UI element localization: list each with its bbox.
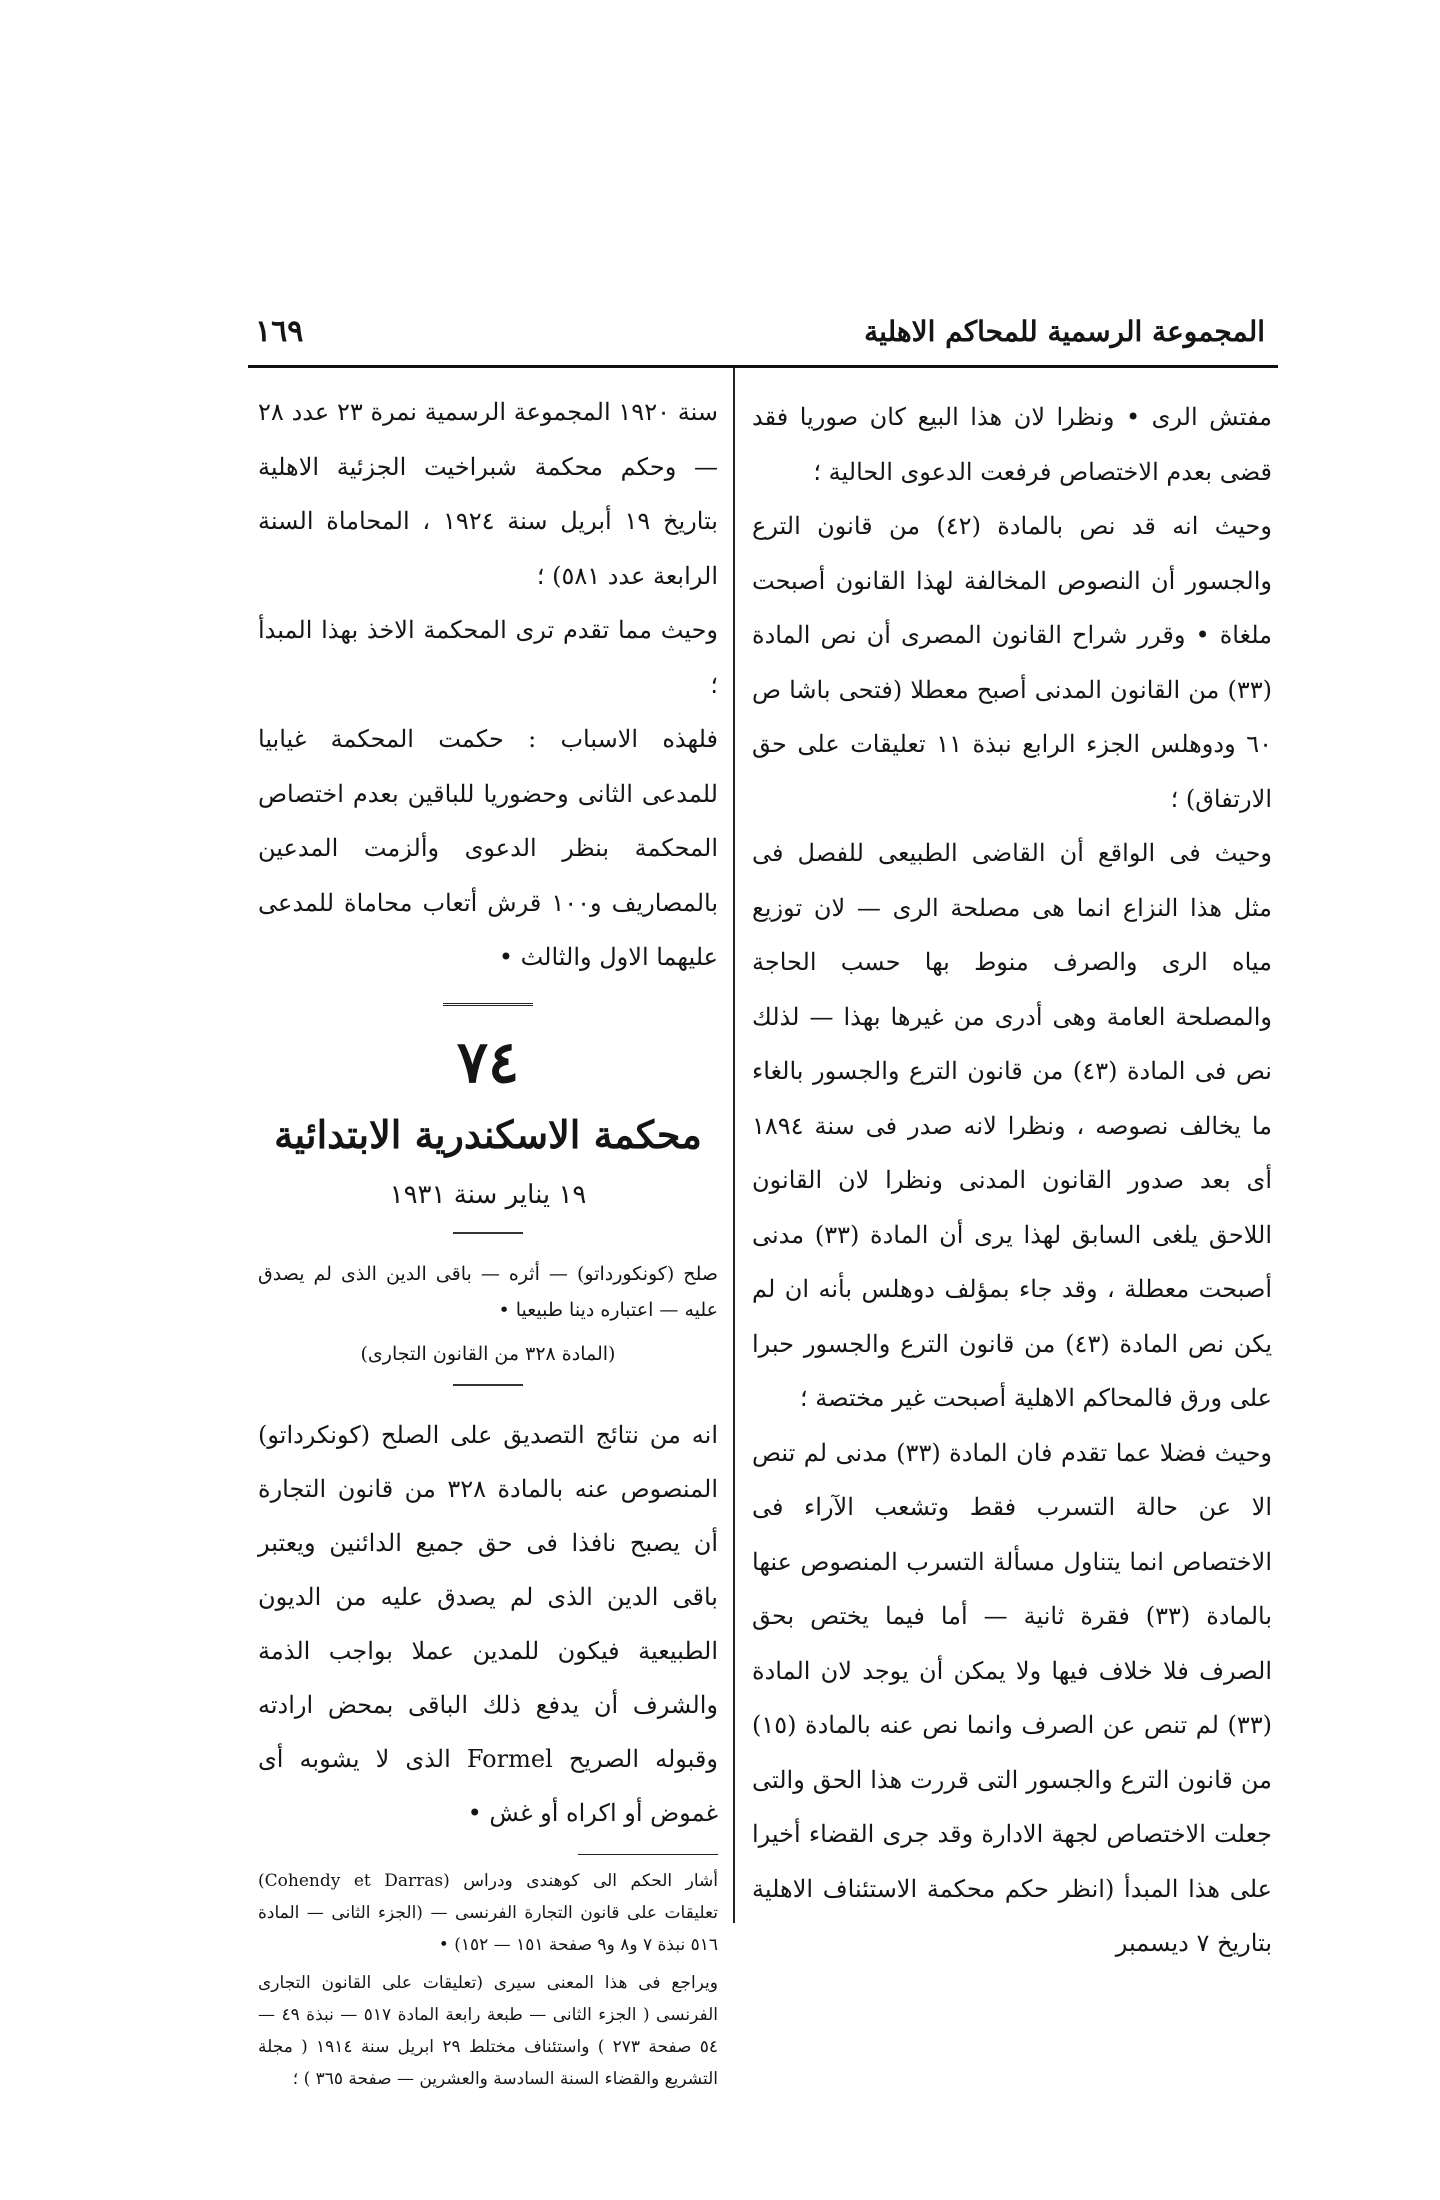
section-divider bbox=[443, 1003, 533, 1006]
right-paragraph-3: وحيث فى الواقع أن القاضى الطبيعى للفصل فى مثل هذا النزاع انما هى مصلحة الرى — لان توزيع مياه الرى والصرف منوط بها حسب الحاجة والمصلحة العامة وهى أدرى من غيرها بهذا — لذلك نص فى المادة (٤٣) من قانون الترع والجسور بالغاء ما يخالف نصوصه ، ونظرا لانه صدر فى سنة ١٨٩٤ أى بعد صدور القانون المدنى ونظرا لان القانون اللاحق يلغى السابق لهذا يرى أن المادة (٣٣) مدنى أصبحت معطلة ، وقد جاء بمؤلف دوهلس بأنه ان لم يكن نص المادة (٤٣) من قانون الترع والجسور حبرا على ورق فالمحاكم الاهلية أصبحت غير مختصة ؛ bbox=[752, 839, 1273, 1412]
right-paragraph-4: وحيث فضلا عما تقدم فان المادة (٣٣) مدنى لم تنص الا عن حالة التسرب فقط وتشعب الآراء فى الاختصاص انما يتناول مسألة التسرب المنصوص عنها بالمادة (٣٣) فقرة ثانية — أما فيما يختص بحق الصرف فلا خلاف فيها ولا يمكن أن يوجد لان المادة (٣٣) لم تنص عن الصرف وانما نص عنه بالمادة (١٥) من قانون الترع والجسور التى قررت هذا الحق والتى جعلت الاختصاص لجهة الادارة وقد جرى القضاء أخيرا على هذا المبدأ (انظر حكم محكمة الاستئناف الاهلية بتاريخ ٧ ديسمبر bbox=[752, 1438, 1273, 1957]
case-summary: صلح (كونكورداتو) — أثره — باقى الدين الذى لم يصدق عليه — اعتباره دينا طبيعيا • bbox=[258, 1262, 718, 1321]
page-number: ١٦٩ bbox=[255, 313, 304, 349]
summary-reference: (المادة ٣٢٨ من القانون التجارى) bbox=[360, 1342, 616, 1365]
left-paragraph-1: سنة ١٩٢٠ المجموعة الرسمية نمرة ٢٣ عدد ٢٨ — وحكم محكمة شبراخيت الجزئية الاهلية بتاريخ ١٩ أبريل سنة ١٩٢٤ ، المحاماة السنة الرابعة عدد ٥٨١) ؛ bbox=[258, 398, 718, 590]
judgment-operative-part: فلهذه الاسباب : حكمت المحكمة غيابيا للمدعى الثانى وحضوريا للباقين بعدم اختصاص المحكمة بنظر الدعوى وألزمت المدعين بالمصاريف و١٠٠ قرش أتعاب محاماة للمدعى عليهما الاول والثالث • bbox=[258, 725, 718, 971]
judgment-date: ١٩ يناير سنة ١٩٣١ bbox=[389, 1179, 587, 1210]
left-column bbox=[258, 385, 718, 2095]
left-paragraph-2: وحيث مما تقدم ترى المحكمة الاخذ بهذا المبدأ ؛ bbox=[258, 616, 718, 699]
right-column bbox=[752, 390, 1272, 1971]
footnote-2: ويراجع فى هذا المعنى سيرى (تعليقات على القانون التجارى الفرنسى ( الجزء الثانى — طبعة رابعة المادة ٥١٧ — نبذة ٤٩ — ٥٤ صفحة ٢٧٣ ) واستئناف مختلط ٢٩ ابريل سنة ١٩١٤ ( مجلة التشريع والقضاء السنة السادسة والعشرين — صفحة ٣٦٥ ) ؛ bbox=[258, 1972, 719, 2089]
footnote-rule bbox=[578, 1854, 718, 1855]
right-paragraph-1: مفتش الرى • ونظرا لان هذا البيع كان صوريا فقد قضى بعدم الاختصاص فرفعت الدعوى الحالية ؛ bbox=[752, 403, 1272, 486]
date-rule bbox=[453, 1232, 523, 1234]
running-title: المجموعة الرسمية للمحاكم الاهلية bbox=[864, 314, 1265, 348]
column-divider bbox=[733, 368, 735, 1923]
summary-rule bbox=[453, 1384, 523, 1386]
case-number: ٧٤ bbox=[456, 1027, 520, 1096]
right-paragraph-2: وحيث انه قد نص بالمادة (٤٢) من قانون الترع والجسور أن النصوص المخالفة لهذا القانون أصبحت ملغاة • وقرر شراح القانون المصرى أن نص المادة (٣٣) من القانون المدنى أصبح معطلا (فتحى باشا ص ٦٠ ودوهلس الجزء الرابع نبذة ١١ تعليقات على حق الارتفاق) ؛ bbox=[752, 512, 1272, 813]
legal-principle: انه من نتائج التصديق على الصلح (كونكرداتو) المنصوص عنه بالمادة ٣٢٨ من قانون التجارة أن يصبح نافذا فى حق جميع الدائنين ويعتبر باقى الدين الذى لم يصدق عليه من الديون الطبيعية فيكون للمدين عملا بواجب الذمة والشرف أن يدفع ذلك الباقى بمحض ارادته وقبوله الصريح Formel الذى لا يشوبه أى غموض أو اكراه أو غش • bbox=[258, 1420, 718, 1827]
page-header bbox=[255, 305, 1265, 357]
court-name: محكمة الاسكندرية الابتدائية bbox=[274, 1111, 702, 1157]
header-rule bbox=[248, 365, 1278, 368]
footnote-1: أشار الحكم الى كوهندى ودراس (Cohendy et Darras) تعليقات على قانون التجارة الفرنسى — (الجزء الثانى — المادة ٥١٦ نبذة ٧ و٨ و٩ صفحة ١٥١ — ١٥٢) • bbox=[258, 1870, 718, 1955]
